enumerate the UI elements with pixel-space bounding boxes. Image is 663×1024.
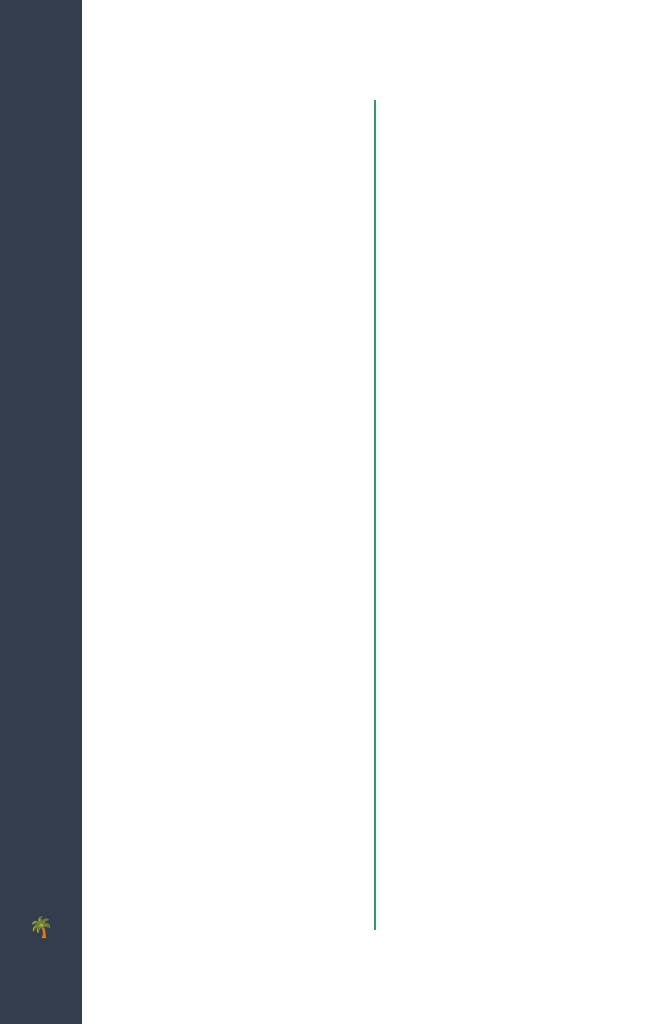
menu-vertical-title bbox=[0, 348, 82, 668]
sidebar bbox=[0, 0, 82, 1024]
column-divider bbox=[374, 100, 376, 930]
country-club-logo bbox=[8, 918, 74, 940]
palm-tree-icon: 🌴 bbox=[28, 917, 54, 939]
